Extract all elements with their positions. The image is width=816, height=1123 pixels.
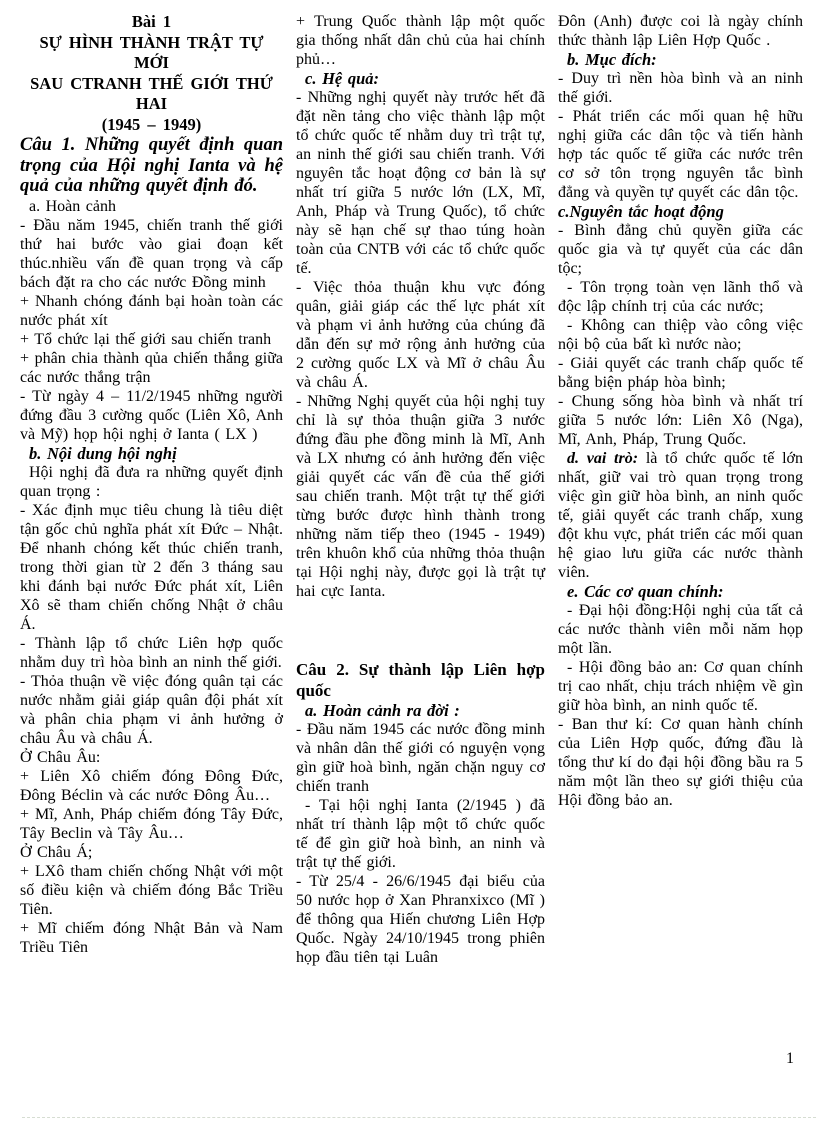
body: Ở Châu Á; <box>20 843 93 861</box>
column-2 <box>296 12 545 967</box>
body: - Từ ngày 4 – 11/2/1945 những người đứng đầu 3 cường quốc (Liên Xô, Anh và Mỹ) họp hội nghị ở Ianta ( LX ) <box>20 387 283 443</box>
doc-title-line: Bài 1 <box>131 12 172 31</box>
body-indent: - Đại hội đồng:Hội nghị của tất cả các nước thành viên mỗi năm họp một lần. <box>558 602 803 657</box>
body: - Duy trì nền hòa bình và an ninh thế giới. <box>558 70 803 106</box>
section-heading: b. Nội dung hội nghị <box>29 443 177 463</box>
body: - Việc thỏa thuận khu vực đóng quân, giải giáp các thế lực phát xít và phạm vi ảnh hưởng của chúng đã dẫn đến sự mở rộng ảnh hưởng của 2 cường quốc LX và Mĩ ở châu Âu và châu Á. <box>296 279 545 391</box>
body: - Xác định mục tiêu chung là tiêu diệt tận gốc chủ nghĩa phát xít Đức – Nhật. Để nhanh chóng kết thúc chiến tranh, trong thời gian từ 2 đến 3 tháng sau khi đánh bại nước Đức phát xít, Liên Xô sẽ tham chiến chống Nhật ở châu Á. <box>20 501 283 633</box>
body: - Phát triển các mối quan hệ hữu nghị giữa các dân tộc và tiến hành hợp tác quốc tế giữa các nước trên cơ sở tôn trọng nguyên tắc bình đẳng và quyền tự quyết các dân tộc. <box>558 108 803 201</box>
body: - Thành lập tổ chức Liên hợp quốc nhằm duy trì hòa bình an ninh thế giới. <box>20 634 283 671</box>
body-indent: - Không can thiệp vào công việc nội bộ của bất kì nước nào; <box>558 317 803 353</box>
doc-title-line: SỰ HÌNH THÀNH TRẬT TỰ MỚI <box>39 32 264 72</box>
body: - Ban thư kí: Cơ quan hành chính của Liên Hợp quốc, đứng đầu là tổng thư kí do đại hội đồng bầu ra 5 năm một lần theo sự giới thiệu của Hội đồng bảo an. <box>558 716 803 809</box>
body: - Đầu năm 1945 các nước đồng minh và nhân dân thế giới có nguyện vọng gìn giữ hoà bình, ngăn chặn nguy cơ chiến tranh <box>296 721 545 795</box>
column-3 <box>558 12 803 810</box>
doc-title-line: (1945 – 1949) <box>101 114 202 134</box>
body: + Trung Quốc thành lập một quốc gia thống nhất dân chủ của hai chính phủ… <box>296 13 545 68</box>
page-number: 1 <box>786 1050 794 1067</box>
paragraph-lead: d. vai trò: <box>567 450 639 467</box>
body: - Giải quyết các tranh chấp quốc tế bằng biện pháp hòa bình; <box>558 355 803 391</box>
body: - Chung sống hòa bình và nhất trí giữa 5 nước lớn: Liên Xô (Nga), Mĩ, Anh, Pháp, Trung Quốc. <box>558 393 803 448</box>
section-heading: b. Mục đích: <box>567 50 657 69</box>
body: + Mĩ chiếm đóng Nhật Bản và Nam Triều Tiên <box>20 919 283 956</box>
body: + phân chia thành qủa chiến thắng giữa các nước thắng trận <box>20 349 283 386</box>
body-indent: a. Hoàn cảnh <box>29 197 116 215</box>
footer-dashed-line <box>22 1117 816 1118</box>
section-heading: e. Các cơ quan chính: <box>567 582 724 601</box>
body: + LXô tham chiến chống Nhật với một số điều kiện và chiếm đóng Bắc Triều Tiên. <box>20 862 283 918</box>
body: + Tổ chức lại thế giới sau chiến tranh <box>20 330 272 348</box>
section-heading: a. Hoàn cảnh ra đời : <box>305 701 460 720</box>
body: + Mĩ, Anh, Pháp chiếm đóng Tây Đức, Tây Beclin và Tây Âu… <box>20 805 283 842</box>
section-heading: c. Hệ quả: <box>305 69 380 88</box>
body: + Liên Xô chiếm đóng Đông Đức, Đông Béclin và các nước Đông Âu… <box>20 767 283 804</box>
body: - Những Nghị quyết của hội nghị tuy chỉ là sự thỏa thuận giữa 3 nước đứng đầu phe đồng minh là Mĩ, Anh và LX nhưng có ảnh hưởng đến việc giải quyết các vấn đề của thế giới sau chiến tranh. Một trật tự thế giới từng bước được hình thành trong những năm tiếp theo (1945 - 1949) trên khuôn khổ của những thỏa thuận tại Hội nghị này, được gọi là trật tự hai cực Ianta. <box>296 393 545 600</box>
body-indent: Hội nghị đã đưa ra những quyết định quan trọng : <box>20 463 283 500</box>
body: - Bình đẳng chủ quyền giữa các quốc gia và tự quyết của các dân tộc; <box>558 222 803 277</box>
question-heading: Câu 1. Những quyết định quan trọng của Hội nghị Ianta và hệ quả của những quyết định đó. <box>20 135 283 196</box>
column-1 <box>20 12 283 957</box>
doc-title-line: SAU CTRANH THẾ GIỚI THỨ HAI <box>30 73 273 113</box>
body-indent: d. vai trò: là tổ chức quốc tế lớn nhất, giữ vai trò quan trọng trong việc gìn giữ hòa bình, an ninh quốc tế, giải quyết các tranh chấp, xung đột khu vực, phát triển các mối quan hệ giao lưu giữa các nước thành viên. <box>558 450 804 581</box>
body: - Từ 25/4 - 26/6/1945 đại biểu của 50 nước họp ở Xan Phranxixco (Mĩ ) để thông qua Hiến chương Liên Hợp Quốc. Ngày 24/10/1945 trong phiên họp đầu tiên tại Luân <box>296 873 545 966</box>
body: + Nhanh chóng đánh bại hoàn toàn các nước phát xít <box>20 292 283 329</box>
body-indent: - Hội đồng bảo an: Cơ quan chính trị cao nhất, chịu trách nhiệm về gìn giữ hòa bình, an ninh quốc tế. <box>558 659 803 714</box>
question-heading-bold: Câu 2. Sự thành lập Liên hợp quốc <box>296 660 545 700</box>
body: Đôn (Anh) được coi là ngày chính thức thành lập Liên Hợp Quốc . <box>558 13 803 49</box>
body-indent: - Tại hội nghị Ianta (2/1945 ) đã nhất trí thành lập một tổ chức quốc tế để gìn giữ hoà bình, an ninh và trật tự thế giới. <box>296 797 545 871</box>
body: - Những nghị quyết này trước hết đã đặt nền tảng cho việc thành lập một tổ chức quốc tế nhằm duy trì trật tự, an ninh thế giới sau chiến tranh. Với nguyên tắc hoạt động cơ bản là sự nhất trí giữa 5 nước lớn (LX, Mĩ, Anh, Pháp và Trung Quốc), tổ chức này sẽ hạn chế sự thao túng hoàn toàn của CNTB với các tổ chức quốc tế. <box>296 89 545 277</box>
body: - Đầu năm 1945, chiến tranh thế giới thứ hai bước vào giai đoạn kết thúc.nhiều vấn đề quan trọng và cấp bách đặt ra cho các nước Đồng minh <box>20 216 283 291</box>
body: - Thỏa thuận về việc đóng quân tại các nước nhằm giải giáp quân đội phát xít và phân chia phạm vi ảnh hưởng ở châu Âu và châu Á. <box>20 672 283 747</box>
section-heading-flush: c.Nguyên tắc hoạt động <box>558 202 724 221</box>
body: Ở Châu Âu: <box>20 748 101 766</box>
body-indent: - Tôn trọng toàn vẹn lãnh thổ và độc lập chính trị của các nước; <box>558 279 803 315</box>
